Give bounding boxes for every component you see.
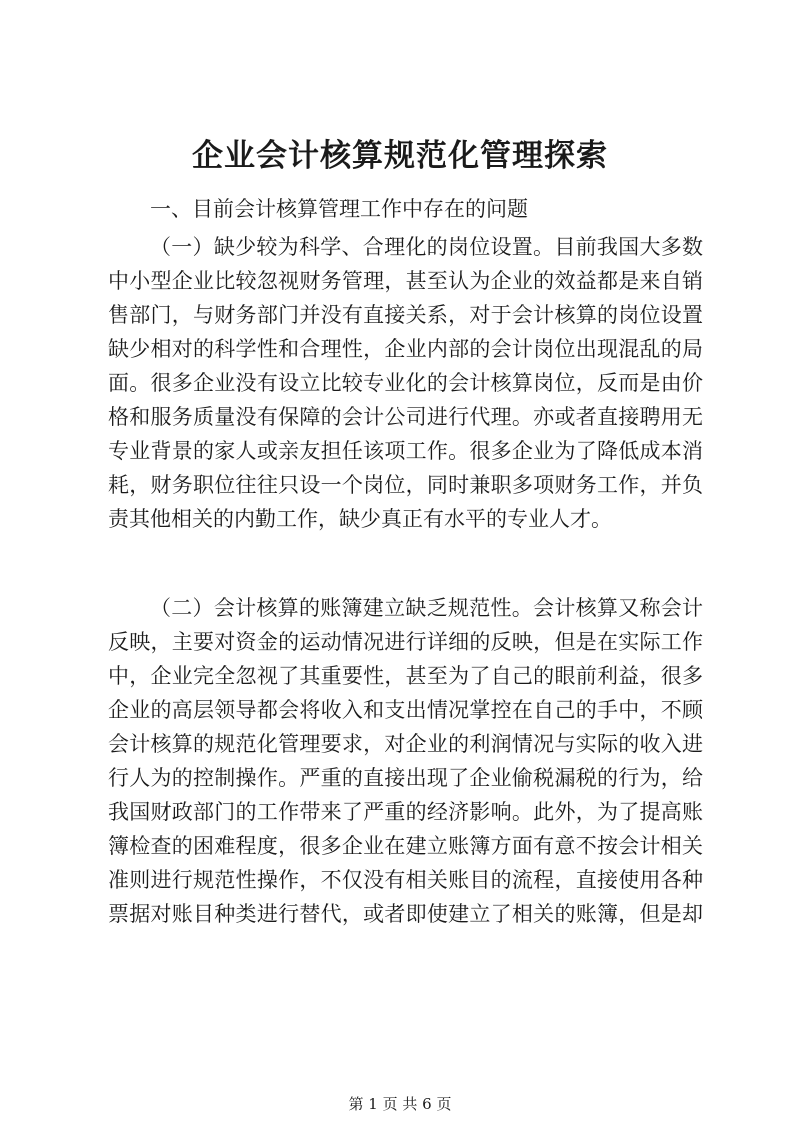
paragraph-line: 中小型企业比较忽视财务管理，甚至认为企业的效益都是来自销 bbox=[108, 269, 703, 293]
paragraph-line: 会计核算的规范化管理要求，对企业的利润情况与实际的收入进 bbox=[108, 732, 703, 756]
paragraph-line: （二）会计核算的账簿建立缺乏规范性。会计核算又称会计 bbox=[150, 596, 703, 620]
paragraph-2 bbox=[108, 591, 703, 931]
paragraph-line: 行人为的控制操作。严重的直接出现了企业偷税漏税的行为，给 bbox=[108, 766, 703, 790]
paragraph-line: 企业的高层领导都会将收入和支出情况掌控在自己的手中，不顾 bbox=[108, 698, 703, 722]
paragraph-1 bbox=[108, 230, 703, 536]
paragraph-line: 缺少相对的科学性和合理性，企业内部的会计岗位出现混乱的局 bbox=[108, 337, 703, 361]
paragraph-line: 格和服务质量没有保障的会计公司进行代理。亦或者直接聘用无 bbox=[108, 405, 703, 429]
paragraph-line: 中，企业完全忽视了其重要性，甚至为了自己的眼前利益，很多 bbox=[108, 664, 703, 688]
paragraph-line: 责其他相关的内勤工作，缺少真正有水平的专业人才。 bbox=[108, 507, 612, 531]
document-title: 企业会计核算规范化管理探索 bbox=[192, 138, 608, 174]
paragraph-line: 准则进行规范性操作，不仅没有相关账目的流程，直接使用各种 bbox=[108, 868, 703, 892]
page-number-footer: 第 1 页 共 6 页 bbox=[348, 1095, 452, 1113]
paragraph-line: 我国财政部门的工作带来了严重的经济影响。此外，为了提高账 bbox=[108, 800, 703, 824]
paragraph-line: 售部门，与财务部门并没有直接关系，对于会计核算的岗位设置 bbox=[108, 303, 703, 327]
paragraph-line: 反映，主要对资金的运动情况进行详细的反映，但是在实际工作 bbox=[108, 630, 703, 654]
paragraph-line: 面。很多企业没有设立比较专业化的会计核算岗位，反而是由价 bbox=[108, 371, 703, 395]
paragraph-line: 专业背景的家人或亲友担任该项工作。很多企业为了降低成本消 bbox=[108, 439, 703, 463]
paragraph-line: 票据对账目种类进行替代，或者即使建立了相关的账簿，但是却 bbox=[108, 902, 703, 926]
paragraph-line: 簿检查的困难程度，很多企业在建立账簿方面有意不按会计相关 bbox=[108, 834, 703, 858]
section-heading: 一、目前会计核算管理工作中存在的问题 bbox=[150, 197, 528, 221]
paragraph-line: （一）缺少较为科学、合理化的岗位设置。目前我国大多数 bbox=[150, 235, 703, 259]
paragraph-line: 耗，财务职位往往只设一个岗位，同时兼职多项财务工作，并负 bbox=[108, 473, 703, 497]
